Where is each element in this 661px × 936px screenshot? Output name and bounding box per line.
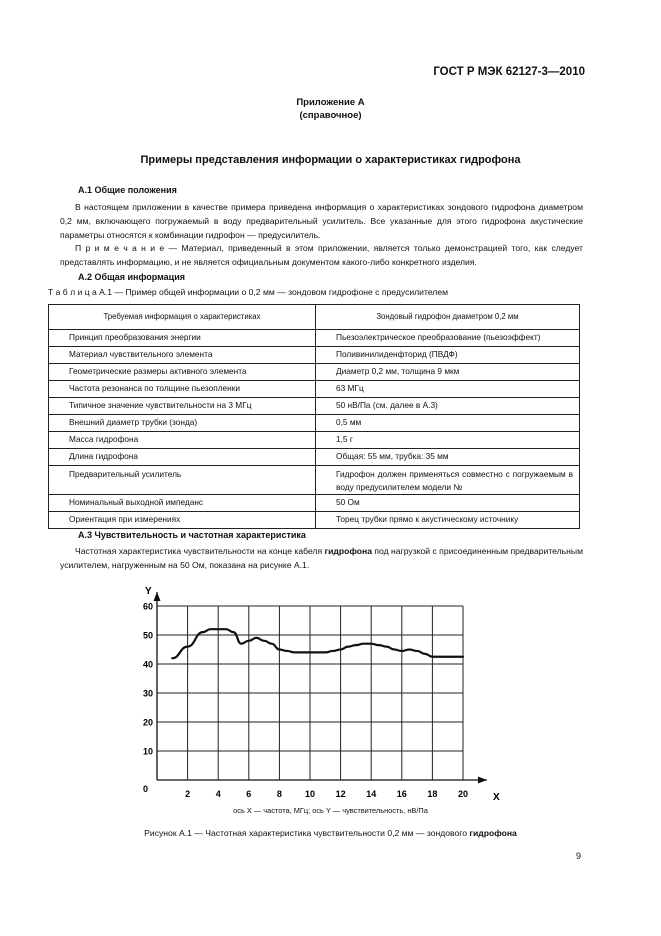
table-cell: Внешний диаметр трубки (зонда) <box>49 415 316 432</box>
table-cell: Поливинилиденфторид (ПВДФ) <box>316 347 580 364</box>
y-tick-label: 50 <box>142 630 153 641</box>
page-number: 9 <box>575 851 581 861</box>
standard-number: ГОСТ Р МЭК 62127-3—2010 <box>433 66 585 78</box>
table-cell: Масса гидрофона <box>49 432 316 449</box>
section-3-heading: А.3 Чувствительность и частотная характеристика <box>78 530 306 540</box>
table-cell: 63 МГц <box>316 381 580 398</box>
x-tick-label: 20 <box>457 789 469 799</box>
figure-caption-bold: гидрофона <box>469 828 517 838</box>
page-title: Примеры представления информации о характеристиках гидрофона <box>140 154 521 166</box>
table-cell: Номинальный выходной импеданс <box>49 495 316 512</box>
annex-title: Приложение А <box>296 97 365 108</box>
table-cell: Геометрические размеры активного элемента <box>49 364 316 381</box>
x-tick-label: 18 <box>427 789 438 799</box>
table-cell: Гидрофон должен применяться совместно с погружаемым в воду предусилителем модели № <box>316 466 580 495</box>
section-2-heading: А.2 Общая информация <box>78 272 185 282</box>
table-caption: Т а б л и ц а А.1 — Пример общей информации о 0,2 мм — зондовом гидрофоне с предусилителем <box>48 287 449 297</box>
x-tick-label: 8 <box>276 789 282 799</box>
x-axis-arrow <box>478 777 487 784</box>
table-cell: Типичное значение чувствительности на 3 МГц <box>49 398 316 415</box>
x-tick-label: 16 <box>396 789 407 799</box>
figure-caption-text: Рисунок А.1 — Частотная характеристика чувствительности 0,2 мм — зондового <box>144 828 470 838</box>
section-3-text-bold: гидрофона <box>324 546 372 556</box>
y-axis-arrow <box>154 592 161 601</box>
origin-label: 0 <box>142 784 148 794</box>
table-cell: Общая: 55 мм, трубка: 35 мм <box>316 449 580 466</box>
y-tick-label: 40 <box>142 659 153 670</box>
section-1-heading: А.1 Общие положения <box>78 185 177 195</box>
table-cell: Торец трубки прямо к акустическому источнику <box>316 512 580 529</box>
x-tick-label: 6 <box>246 789 252 799</box>
table-cell: Диаметр 0,2 мм, толщина 9 мкм <box>316 364 580 381</box>
y-tick-label: 20 <box>142 717 153 728</box>
table-cell: Ориентация при измерениях <box>49 512 316 529</box>
y-tick-label: 10 <box>142 746 153 757</box>
x-tick-label: 4 <box>215 789 221 799</box>
y-axis-label: Y <box>145 586 152 597</box>
table-cell: Частота резонанса по толщине пьезопленки <box>49 381 316 398</box>
table-cell: 50 Ом <box>316 495 580 512</box>
x-axis-label: X <box>493 792 500 803</box>
y-tick-label: 60 <box>142 601 153 612</box>
section-3-text-before: Частотная характеристика чувствительности на конце кабеля <box>75 546 325 556</box>
y-tick-label: 30 <box>142 688 153 699</box>
x-tick-label: 10 <box>304 789 316 799</box>
section-1-note: П р и м е ч а н и е — Материал, приведенный в этом приложении, является только демонстрацией того, как следует представлять информацию, и не является официальным документом какого-либо конкретного изделия. <box>60 243 583 267</box>
table-header-requirement: Требуемая информация о характеристиках <box>49 305 316 330</box>
axis-note: ось X — частота, МГц; ось Y — чувствительность, нВ/Па <box>233 806 428 815</box>
figure-caption <box>0 828 661 838</box>
x-tick-label: 14 <box>366 789 377 799</box>
table-cell: Предварительный усилитель <box>49 466 316 495</box>
table-header-hydrophone: Зондовый гидрофон диаметром 0,2 мм <box>316 305 580 330</box>
table-cell: 0,5 мм <box>316 415 580 432</box>
table-cell: 50 нВ/Па (см. далее в А.3) <box>316 398 580 415</box>
x-tick-label: 2 <box>185 789 191 799</box>
table-cell: 1,5 г <box>316 432 580 449</box>
section-3-text-after: под нагрузкой с присоединенным предварительным усилителем, нагруженным на 50 Ом, показана на рисунке А.1. <box>60 546 583 570</box>
series-line <box>172 629 463 658</box>
x-tick-label: 12 <box>335 789 346 799</box>
table-cell: Материал чувствительного элемента <box>49 347 316 364</box>
table-cell: Длина гидрофона <box>49 449 316 466</box>
section-1-paragraph: В настоящем приложении в качестве примера приведена информация о характеристиках зондового гидрофона диаметром 0,2 мм, включающего погружаемый в воду предварительный усилитель. Все указанные для этого гидрофона акустические параметры относятся к комбинации гидрофон — предусилитель. <box>60 202 583 240</box>
annex-subtitle: (справочное) <box>299 110 362 121</box>
table-cell: Пьезоэлектрическое преобразование (пьезоэффект) <box>316 330 580 347</box>
table-cell: Принцип преобразования энергии <box>49 330 316 347</box>
